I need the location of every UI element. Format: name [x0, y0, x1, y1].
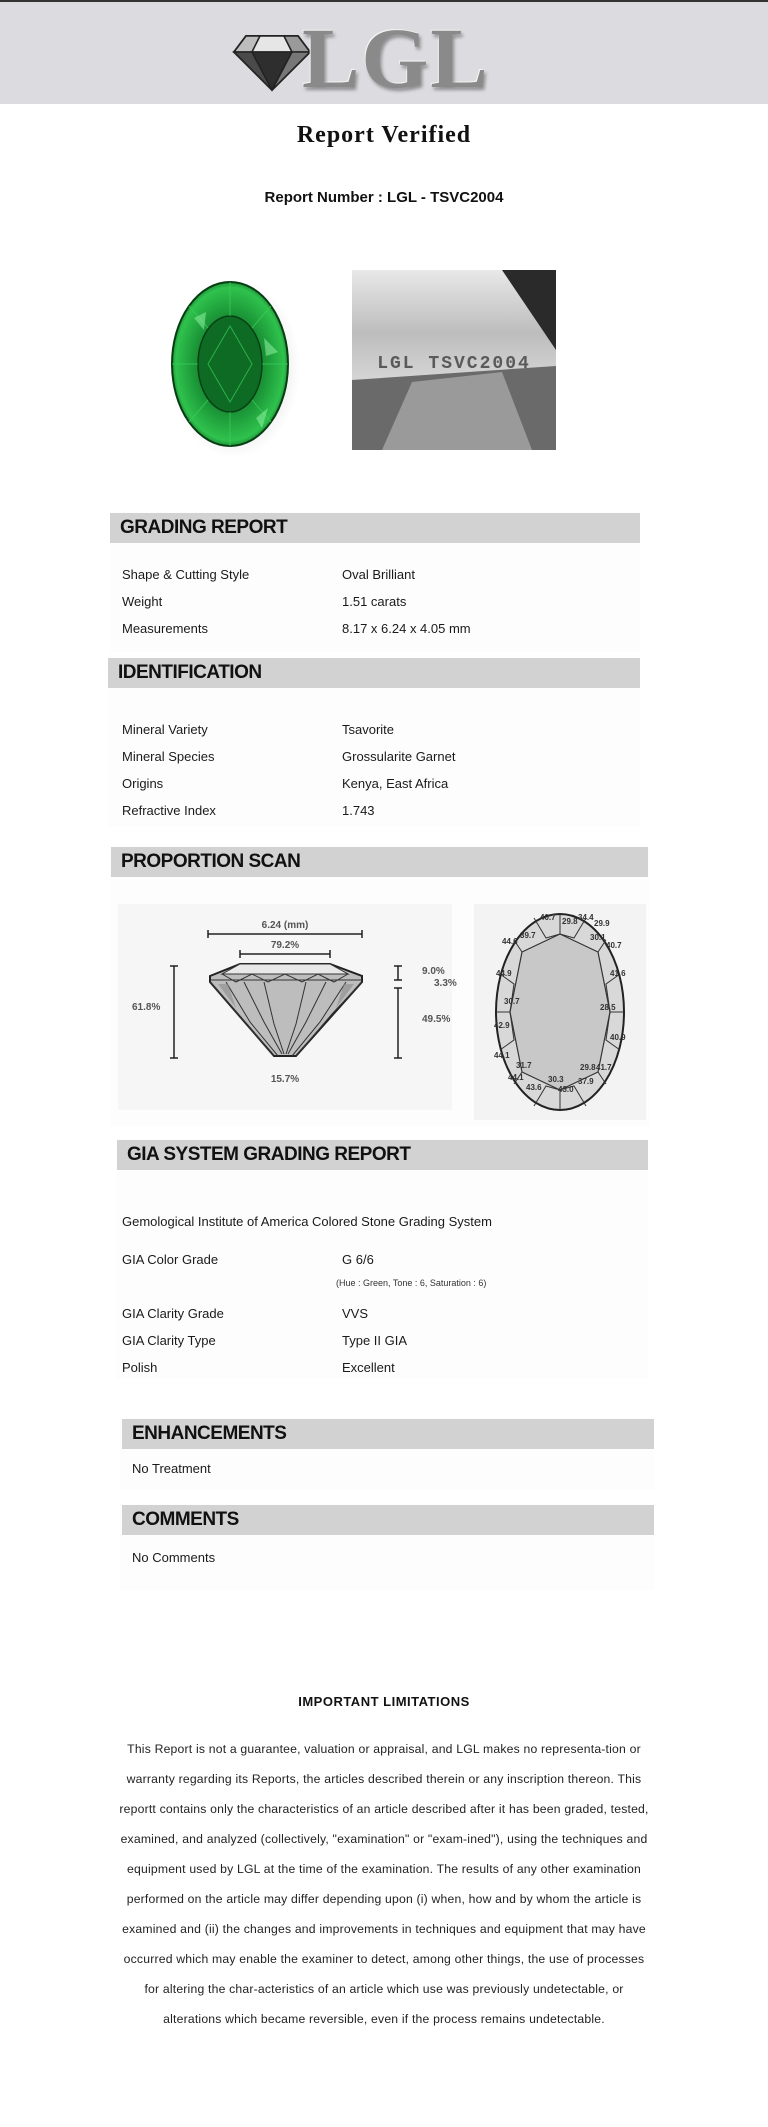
top-label-22: 43.0 [558, 1085, 574, 1094]
page-title: Report Verified [296, 122, 472, 148]
origins-value: Kenya, East Africa [342, 776, 449, 791]
top-label-13: 40.9 [610, 1033, 626, 1042]
report-number: Report Number : LGL - TSVC2004 [264, 189, 504, 206]
top-label-1: 29.8 [562, 917, 578, 926]
width-dimension: 6.24 (mm) [261, 920, 309, 931]
gia-clarity-grade-value: VVS [342, 1306, 369, 1321]
gia-heading: GIA SYSTEM GRADING REPORT [117, 1140, 648, 1170]
measurements-label: Measurements [122, 621, 208, 636]
weight-value: 1.51 carats [342, 594, 407, 609]
girdle-percentage: 3.3% [434, 978, 457, 989]
top-view-diagram [474, 904, 646, 1120]
top-label-6: 30.1 [590, 933, 606, 942]
header-banner [0, 2, 768, 104]
measurements-value: 8.17 x 6.24 x 4.05 mm [342, 621, 471, 636]
polish-value: Excellent [342, 1360, 395, 1375]
gia-clarity-type-value: Type II GIA [342, 1333, 408, 1348]
top-label-17: 41.7 [596, 1063, 612, 1072]
table-percentage: 79.2% [270, 940, 300, 951]
gia-color-value: G 6/6 [342, 1252, 374, 1267]
limitations-body: This Report is not a guarantee, valuation or appraisal, and LGL makes no representa-tion or warranty regarding its Reports, the articles described therein or any inscription thereon. This reportt contains only the characteristics of an article described after it has been graded, tested, examined, and analyzed (collectively, "examination" or "exam-ined"), using the techniques and equipment used by LGL at the time of the examination. The results of any other examination performed on the article may differ depending upon (i) when, how and by whom the article is examined and (ii) the changes and improvements in techniques and equipment that may have occurred which may enable the examiner to detect, among other things, the use of processes for altering the char-acteristics of an article which use was previously undetectable, or alterations which became reversible, even if the process remains undetectable. [119, 1742, 649, 2026]
shape-value: Oval Brilliant [342, 567, 415, 582]
top-label-3: 29.9 [594, 919, 610, 928]
refractive-index-label: Refractive Index [122, 803, 216, 818]
inscription-photo [352, 270, 556, 450]
weight-label: Weight [122, 594, 163, 609]
side-profile-diagram [118, 904, 457, 1110]
shape-label: Shape & Cutting Style [122, 567, 250, 582]
lgl-logo [232, 10, 492, 106]
top-label-14: 44.1 [494, 1051, 510, 1060]
top-label-4: 44.6 [502, 937, 518, 946]
top-label-5: 39.7 [520, 931, 536, 940]
mineral-variety-label: Mineral Variety [122, 722, 208, 737]
logo-wordmark: LGL [302, 10, 490, 106]
enhancements-text: No Treatment [132, 1461, 211, 1476]
comments-heading: COMMENTS [122, 1505, 654, 1535]
pavilion-percentage: 49.5% [422, 1014, 451, 1025]
top-label-20: 43.6 [526, 1083, 542, 1092]
diamond-icon [232, 22, 312, 94]
top-label-19: 30.3 [548, 1075, 564, 1084]
top-label-2: 34.4 [578, 913, 594, 922]
total-depth-percentage: 61.8% [132, 1002, 161, 1013]
top-label-7: 40.7 [606, 941, 622, 950]
top-label-12: 42.9 [494, 1021, 510, 1030]
top-label-18: 44.1 [508, 1073, 524, 1082]
gia-clarity-type-label: GIA Clarity Type [122, 1333, 216, 1348]
comments-text: No Comments [132, 1550, 216, 1565]
culet-percentage: 15.7% [270, 1074, 300, 1085]
polish-label: Polish [122, 1360, 158, 1375]
grading-report-heading: GRADING REPORT [110, 513, 640, 543]
mineral-species-value: Grossularite Garnet [342, 749, 456, 764]
inscription-text: LGL TSVC2004 [377, 354, 531, 374]
enhancements-heading: ENHANCEMENTS [122, 1419, 654, 1449]
top-label-0: 40.7 [540, 913, 556, 922]
refractive-index-value: 1.743 [342, 803, 375, 818]
mineral-species-label: Mineral Species [122, 749, 215, 764]
gia-clarity-grade-label: GIA Clarity Grade [122, 1306, 224, 1321]
limitations-heading: IMPORTANT LIMITATIONS [298, 1694, 470, 1709]
proportion-scan-heading: PROPORTION SCAN [111, 847, 648, 877]
top-label-8: 44.9 [496, 969, 512, 978]
top-label-9: 41.6 [610, 969, 626, 978]
crown-percentage: 9.0% [422, 966, 445, 977]
top-label-21: 37.9 [578, 1077, 594, 1086]
mineral-variety-value: Tsavorite [342, 722, 395, 737]
top-label-16: 29.8 [580, 1063, 596, 1072]
top-label-15: 31.7 [516, 1061, 532, 1070]
origins-label: Origins [122, 776, 164, 791]
identification-heading: IDENTIFICATION [108, 658, 640, 688]
gia-color-note: (Hue : Green, Tone : 6, Saturation : 6) [336, 1278, 487, 1288]
top-label-11: 28.5 [600, 1003, 616, 1012]
gia-color-label: GIA Color Grade [122, 1252, 219, 1267]
gem-photo [134, 268, 326, 460]
top-label-10: 30.7 [504, 997, 520, 1006]
gia-system-name: Gemological Institute of America Colored Stone Grading System [122, 1214, 492, 1229]
